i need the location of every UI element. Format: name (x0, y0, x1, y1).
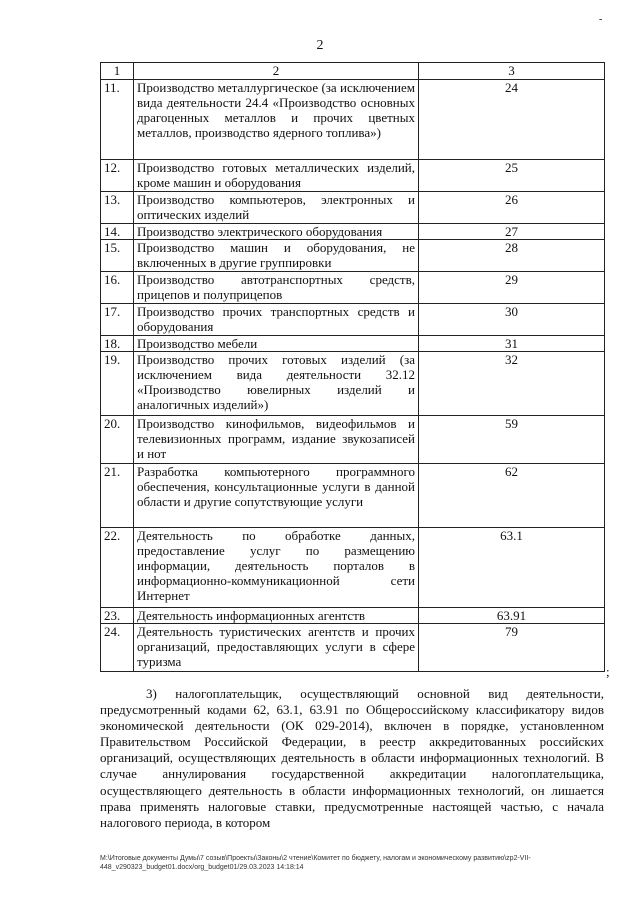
row-num: 14. (101, 224, 134, 240)
table-row (101, 192, 605, 224)
body-paragraph: 3) налогоплательщик, осуществляющий основной вид деятельности, предусмотренный кодами 62, 63.1, 63.91 по Общероссийскому классификатору видов экономической деятельности (ОК 029-2014), включен в порядке, установленном Правительством Российской Федерации, в реестр аккредитованных российских организаций, осуществляющих деятельность в области информационных технологий. В случае аннулирования государственной аккредитации налогоплательщика, осуществляющего деятельность в области информационных технологий, он лишается права применять налоговые ставки, предусмотренные настоящей частью, с начала налогового периода, в котором (100, 686, 604, 830)
row-code: 63.91 (419, 608, 605, 624)
table-row (101, 160, 605, 192)
corner-mark: - (599, 14, 603, 25)
table-header-row (101, 63, 605, 80)
row-num: 16. (101, 272, 134, 304)
row-name: Производство электрического оборудования (134, 224, 419, 240)
row-num: 13. (101, 192, 134, 224)
row-code: 62 (419, 464, 605, 528)
row-num: 18. (101, 336, 134, 352)
row-num: 20. (101, 416, 134, 464)
row-code: 63.1 (419, 528, 605, 608)
table-row (101, 240, 605, 272)
row-name: Производство компьютеров, электронных и оптических изделий (134, 192, 419, 224)
row-num: 23. (101, 608, 134, 624)
row-num: 21. (101, 464, 134, 528)
row-num: 15. (101, 240, 134, 272)
table-trailing-semicolon: ; (606, 664, 610, 679)
row-code: 30 (419, 304, 605, 336)
table-row (101, 80, 605, 160)
row-code: 27 (419, 224, 605, 240)
row-code: 25 (419, 160, 605, 192)
row-code: 79 (419, 624, 605, 672)
row-code: 32 (419, 352, 605, 416)
table-row (101, 352, 605, 416)
row-code: 29 (419, 272, 605, 304)
row-name: Деятельность информационных агентств (134, 608, 419, 624)
row-name: Разработка компьютерного программного обеспечения, консультационные услуги в данной области и другие сопутствующие услуги (134, 464, 419, 528)
row-name: Деятельность по обработке данных, предоставление услуг по размещению информации, деятельность порталов в информационно-коммуникационной сети Интернет (134, 528, 419, 608)
row-num: 24. (101, 624, 134, 672)
row-code: 28 (419, 240, 605, 272)
row-code: 26 (419, 192, 605, 224)
table-row (101, 608, 605, 624)
row-code: 59 (419, 416, 605, 464)
row-name: Производство машин и оборудования, не включенных в другие группировки (134, 240, 419, 272)
column-header: 3 (419, 63, 605, 80)
row-code: 24 (419, 80, 605, 160)
row-name: Производство прочих готовых изделий (за исключением вида деятельности 32.12 «Производство ювелирных изделий и аналогичных изделий») (134, 352, 419, 416)
file-path-footer: M:\Итоговые документы Думы\7 созыв\Проекты\Законы\2 чтение\Комитет по бюджету, налогам и экономическому развитию\zp2-VII-448_v290323_budget01.docx/org_budget01/29.03.2023 14:18:14 (100, 855, 531, 871)
row-num: 12. (101, 160, 134, 192)
row-name: Производство кинофильмов, видеофильмов и телевизионных программ, издание звукозаписей и нот (134, 416, 419, 464)
row-name: Производство автотранспортных средств, прицепов и полуприцепов (134, 272, 419, 304)
row-num: 22. (101, 528, 134, 608)
row-num: 17. (101, 304, 134, 336)
table-row (101, 224, 605, 240)
row-code: 31 (419, 336, 605, 352)
row-name: Производство прочих транспортных средств и оборудования (134, 304, 419, 336)
activity-codes-table (100, 62, 605, 672)
column-header: 2 (134, 63, 419, 80)
row-num: 19. (101, 352, 134, 416)
page-number: 2 (316, 38, 324, 53)
table-row (101, 464, 605, 528)
table-row (101, 624, 605, 672)
row-name: Производство готовых металлических изделий, кроме машин и оборудования (134, 160, 419, 192)
table-row (101, 336, 605, 352)
table-row (101, 272, 605, 304)
table-row (101, 416, 605, 464)
column-header: 1 (101, 63, 134, 80)
table-row (101, 304, 605, 336)
row-name: Производство мебели (134, 336, 419, 352)
row-num: 11. (101, 80, 134, 160)
row-name: Производство металлургическое (за исключением вида деятельности 24.4 «Производство основных драгоценных металлов и прочих цветных металлов, производство ядерного топлива») (134, 80, 419, 160)
table-row (101, 528, 605, 608)
row-name: Деятельность туристических агентств и прочих организаций, предоставляющих услуги в сфере туризма (134, 624, 419, 672)
